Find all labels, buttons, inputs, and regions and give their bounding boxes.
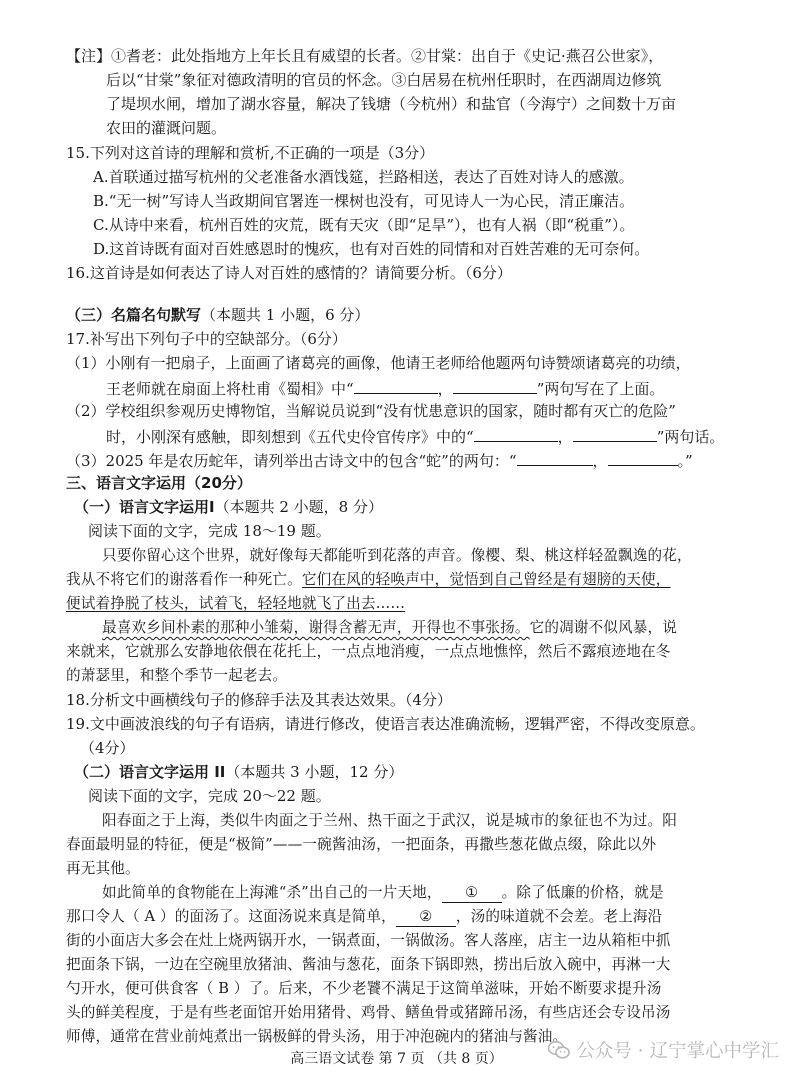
blank-separator: ， bbox=[592, 452, 608, 470]
subsection-2-intro: 阅读下面的文字，完成 20～22 题。 bbox=[88, 787, 331, 805]
answer-blank-2b[interactable] bbox=[573, 424, 657, 442]
passage-1-line-6: 的萧瑟里，和整个季节一起老去。 bbox=[66, 667, 288, 684]
question-17-part-3-suffix: 。” bbox=[677, 452, 693, 470]
wavy-underlined-sentence: 最喜欢乡间朴素的那种小雏菊，谢得含蓄无声，开得也不事张扬。 bbox=[102, 619, 530, 636]
question-15-option-c: C.从诗中来看，杭州百姓的灾荒，既有天灾（即“足旱”），也有人祸（即“税重”）。 bbox=[93, 216, 635, 234]
answer-blank-2a[interactable] bbox=[474, 424, 558, 442]
subsection-1-heading bbox=[74, 496, 383, 520]
answer-blank-1a[interactable] bbox=[354, 376, 438, 394]
question-19-line-2: （4分） bbox=[80, 739, 135, 757]
subsection-1-title: （一）语言文字运用Ⅰ bbox=[74, 498, 215, 516]
question-19-line-1: 19.文中画波浪线的句子有语病，请进行修改，使语言表达准确流畅，逻辑严密，不得改变原意。 bbox=[66, 715, 705, 733]
subsection-1-intro: 阅读下面的文字，完成 18～19 题。 bbox=[88, 522, 331, 540]
passage-2-line-5-plain: 那口令人（ A ）的面汤了。这面汤说来真是简单， bbox=[66, 908, 396, 925]
passage-1-line-4-plain: 它的凋谢不似风暴，说 bbox=[529, 619, 678, 636]
subsection-2-note: （本题共 3 小题，12 分） bbox=[225, 763, 404, 781]
passage-2-line-9: 头的鲜美程度，于是有些老面馆开始用猪骨、鸡骨、鳝鱼骨或猪蹄吊汤，有些店还会专设吊汤 bbox=[66, 1004, 671, 1021]
question-17-stem: 17.补写出下列句子中的空缺部分。（6分） bbox=[66, 330, 347, 348]
passage-2-line-2: 春面最明显的特征，便是“极简”——一碗酱油汤，一把面条，再撒些葱花做点缀，除此以外 bbox=[66, 836, 657, 853]
watermark bbox=[548, 1040, 779, 1067]
subsection-2-heading bbox=[74, 761, 403, 785]
part-3-title: 三、语言文字运用（20分） bbox=[66, 474, 252, 492]
watermark-text: 公众号 · 辽宁掌心中学汇 bbox=[576, 1041, 779, 1062]
page-footer: 高三语文试卷 第 7 页 （共 8 页） bbox=[290, 1051, 503, 1067]
passage-2-line-5-suffix: ，汤的味道就不会差。老上海沿 bbox=[455, 908, 663, 925]
passage-2-line-4 bbox=[102, 881, 664, 905]
question-17-part-3 bbox=[66, 448, 693, 474]
answer-blank-1b[interactable] bbox=[453, 376, 537, 394]
answer-blank-circle-2[interactable]: ② bbox=[396, 909, 456, 927]
question-18: 18.分析文中画横线句子的修辞手法及其表达效果。（4分） bbox=[66, 691, 452, 709]
passage-2-line-3: 再无其他。 bbox=[66, 860, 140, 877]
passage-1-line-2 bbox=[66, 568, 671, 592]
passage-1-line-4 bbox=[102, 616, 677, 640]
question-15-option-b: B.“无一树”写诗人当政期间官署连一棵树也没有，可见诗人一为心民，清正廉洁。 bbox=[93, 192, 635, 210]
passage-2-line-4-plain: 如此简单的食物能在上海滩“杀”出自己的一片天地， bbox=[102, 884, 442, 901]
question-17-part-1-line-2 bbox=[106, 376, 664, 402]
wechat-icon bbox=[548, 1040, 570, 1067]
answer-blank-circle-1[interactable]: ① bbox=[442, 885, 502, 903]
section-3-title: （三）名篇名句默写 bbox=[66, 306, 202, 324]
passage-2-line-1: 阳春面之于上海，类似牛肉面之于兰州、热干面之于武汉，说是城市的象征也不为过。阳 bbox=[102, 812, 678, 829]
passage-1-line-1: 只要你留心这个世界，就好像每天都能听到花落的声音。像樱、梨、桃这样轻盈飘逸的花， bbox=[102, 547, 692, 564]
passage-2-line-10: 师傅，通常在营业前炖煮出一锅极鲜的骨头汤，用于冲泡碗内的猪油与酱油。 bbox=[66, 1028, 568, 1045]
note-line-1: 【注】①耆老：此处指地方上年长且有威望的长者。②甘棠：出自于《史记·燕召公世家》， bbox=[66, 47, 664, 65]
blank-separator: ， bbox=[557, 428, 573, 446]
note-line-4: 农田的灌溉问题。 bbox=[106, 119, 227, 137]
question-17-part-2-prompt: 时，小刚深有感触，即刻想到《五代史伶官传序》中的“ bbox=[106, 428, 474, 446]
question-17-part-2-line-2 bbox=[106, 424, 724, 450]
section-3-heading bbox=[66, 304, 369, 328]
question-15-option-a: A.首联通过描写杭州的父老准备水酒饯筵，拦路相送，表达了百姓对诗人的感激。 bbox=[93, 168, 634, 186]
answer-blank-3b[interactable] bbox=[608, 448, 678, 466]
subsection-2-title: （二）语言文字运用 II bbox=[74, 763, 226, 781]
question-15-option-d: D.这首诗既有面对百姓感恩时的愧疚，也有对百姓的同情和对百姓苦难的无可奈何。 bbox=[93, 240, 650, 258]
passage-2-line-6: 街的小面店大多会在灶上烧两锅开水，一锅煮面，一锅做汤。客人落座，店主一边从箱柜中抓 bbox=[66, 932, 671, 949]
question-17-part-1-suffix: ”两句写在了上面。 bbox=[536, 380, 665, 398]
question-17-part-2-suffix: ”两句话。 bbox=[656, 428, 725, 446]
section-3-note: （本题共 1 小题，6 分） bbox=[201, 306, 370, 324]
question-17-part-1-prompt: 王老师就在扇面上将杜甫《蜀相》中“ bbox=[106, 380, 354, 398]
passage-2-line-8: 勺开水，便可供食客（ B ）了。后来，不少老饕不满足于这简单滋味，开始不断要求提升汤 bbox=[66, 980, 662, 997]
passage-2-line-5 bbox=[66, 905, 662, 929]
passage-1-line-5: 来就来，它就那么安静地依偎在花托上，一点点地消瘦，一点点地憔悴，然后不露痕迹地在冬 bbox=[66, 643, 671, 660]
subsection-1-note: （本题共 2 小题，8 分） bbox=[214, 498, 383, 516]
answer-blank-3a[interactable] bbox=[517, 448, 593, 466]
question-17-part-3-prompt: （3）2025 年是农历蛇年，请列举出古诗文中的包含“蛇”的两句：“ bbox=[66, 452, 517, 470]
blank-separator: ， bbox=[437, 380, 453, 398]
note-line-3: 了堤坝水闸，增加了湖水容量，解决了钱塘（今杭州）和盐官（今海宁）之间数十万亩 bbox=[106, 95, 677, 113]
question-17-part-2-line-1: （2）学校组织参观历史博物馆，当解说员说到“没有忧患意识的国家，随时都有灭亡的危险” bbox=[66, 402, 676, 420]
note-line-2: 后以“甘棠”象征对德政清明的官员的怀念。③白居易在杭州任职时，在西湖周边修筑 bbox=[106, 71, 662, 89]
question-17-part-1-line-1: （1）小刚有一把扇子，上面画了诸葛亮的画像，他请王老师给他题两句诗赞颂诸葛亮的功绩， bbox=[66, 354, 691, 372]
passage-2-line-7: 把面条下锅，一边在空碗里放猪油、酱油与葱花，面条下锅即熟，捞出后放入碗中，再淋一大 bbox=[66, 956, 671, 973]
question-16: 16.这首诗是如何表达了诗人对百姓的感情的？请简要分析。（6分） bbox=[66, 264, 512, 282]
underlined-sentence-continued: 便试着挣脱了枝头，试着飞，轻轻地就飞了出去…… bbox=[66, 595, 406, 612]
passage-2-line-4-suffix: 。除了低廉的价格，就是 bbox=[501, 884, 664, 901]
question-15-stem: 15.下列对这首诗的理解和赏析,不正确的一项是（3分） bbox=[66, 144, 435, 162]
passage-1-line-2-plain: 我从不将它们的谢落看作一种死亡。 bbox=[66, 571, 302, 588]
underlined-sentence: 它们在风的轻唤声中，觉悟到自己曾经是有翅膀的天使， bbox=[301, 571, 671, 588]
